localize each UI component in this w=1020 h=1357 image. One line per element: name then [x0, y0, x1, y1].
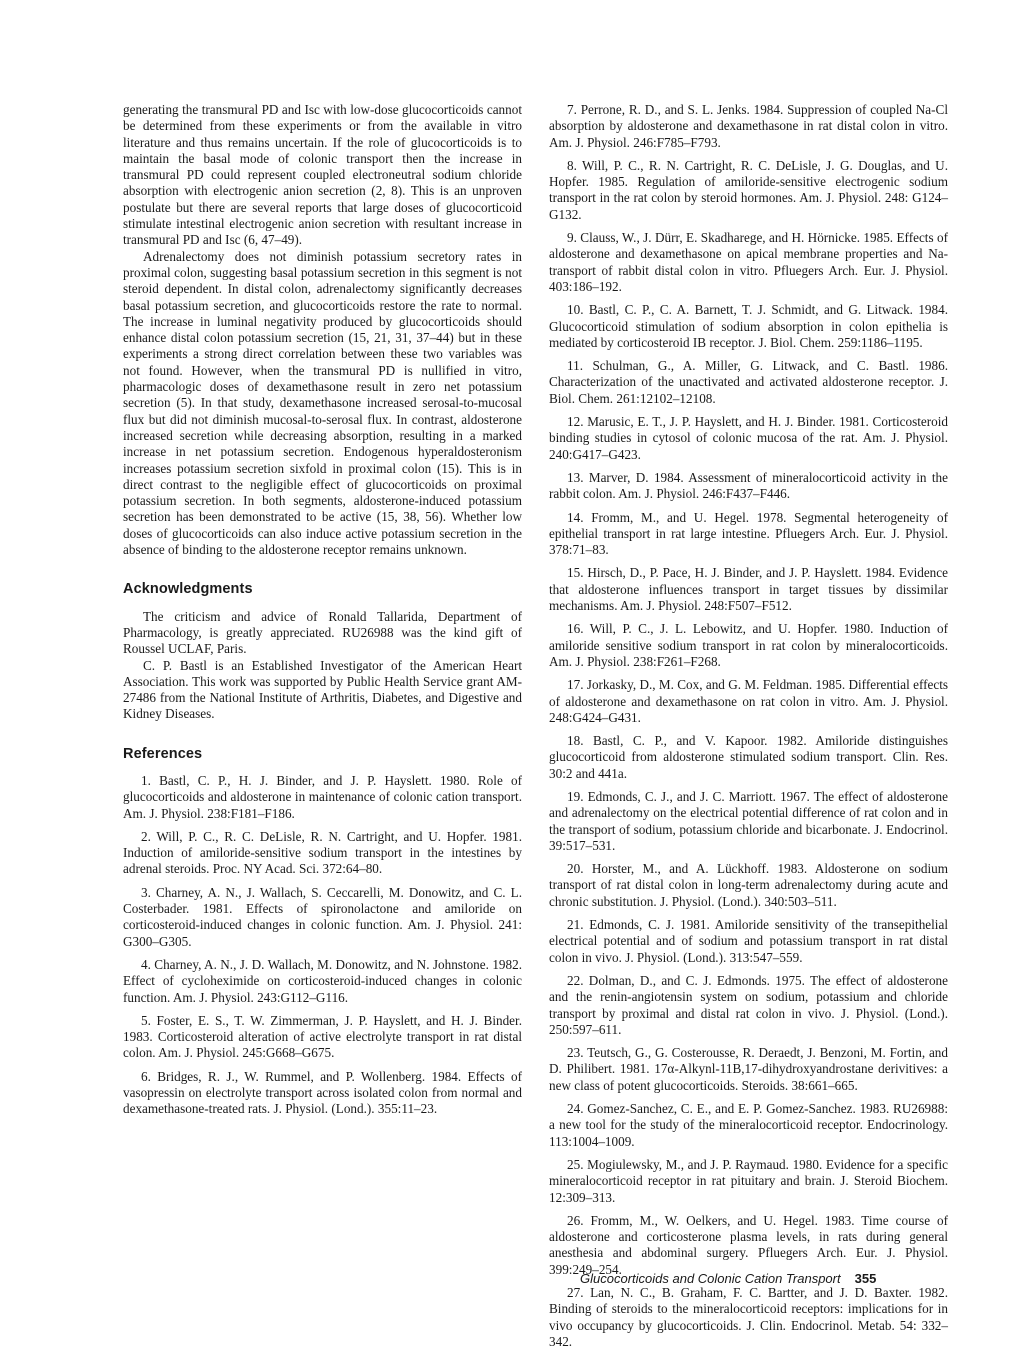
acknowledgment-paragraph: C. P. Bastl is an Established Investigator of the American Heart Association. This work was supported by Public Health Service grant AM-27486 from the National Institute of Arthritis, Diabetes, and Digestive and Kidney Diseases. [123, 657, 522, 722]
reference-item: 9. Clauss, W., J. Dürr, E. Skadharege, and H. Hörnicke. 1985. Effects of aldosterone and dexamethasone on apical membrane properties and Na-transport of rabbit distal colon in vitro. Pfluegers Arch. Eur. J. Physiol. 403:186–192. [549, 230, 948, 294]
body-paragraph: generating the transmural PD and Isc with low-dose glucocorticoids cannot be determined from these experiments or from the available in vitro literature and thus remains uncertain. If the role of glucocorticoids is to maintain the basal mode of colonic transport then the increase in transmural PD could represent coupled electroneutral sodium chloride absorption with electrogenic anion secretion (2, 8). This is an unproven postulate but there are several reports that large doses of glucocorticoid stimulate intestinal electrogenic anion secretion with resultant increase in transmural PD and Isc (6, 47–49). [123, 102, 522, 248]
reference-item: 21. Edmonds, C. J. 1981. Amiloride sensitivity of the transepithelial electrical potential and of sodium and potassium transport in rat distal colon in vivo. J. Physiol. (Lond.). 313:547–559. [549, 917, 948, 965]
acknowledgments-heading: Acknowledgments [123, 581, 253, 598]
right-column [549, 102, 948, 1357]
reference-item: 27. Lan, N. C., B. Graham, F. C. Bartter, and J. D. Baxter. 1982. Binding of steroids to the mineralocorticoid receptors: implications for in vivo occupancy by glucocorticoids. J. Clin. Endocrinol. Metab. 54: 332–342. [549, 1285, 948, 1349]
reference-item: 15. Hirsch, D., P. Pace, H. J. Binder, and J. P. Hayslett. 1984. Evidence that aldosterone influences transport in target tissues by dissimilar mechanisms. Am. J. Physiol. 248:F507–F512. [549, 565, 948, 614]
reference-item: 7. Perrone, R. D., and S. L. Jenks. 1984. Suppression of coupled Na-Cl absorption by aldosterone and dexamethasone in rat distal colon in vitro. Am. J. Physiol. 246:F785–F793. [549, 102, 948, 150]
reference-item: 22. Dolman, D., and C. J. Edmonds. 1975. The effect of aldosterone and the renin-angiotensin system on sodium, potassium and chloride transport by proximal and distal rat colon in vivo. J. Physiol. (Lond.). 250:597–611. [549, 972, 948, 1037]
reference-item: 5. Foster, E. S., T. W. Zimmerman, J. P. Hayslett, and H. J. Binder. 1983. Corticosteroid alteration of active electrolyte transport in rat distal colon. Am. J. Physiol. 245:G668–G675. [123, 1012, 522, 1061]
reference-item: 23. Teutsch, G., G. Costerousse, R. Deraedt, J. Benzoni, M. Fortin, and D. Philibert. 1981. 17α-Alkynl-11B,17-dihydroxyandrostane derivitives: a new class of potent glucocorticoids. Steroids. 38:661–665. [549, 1045, 948, 1093]
body-paragraph: Adrenalectomy does not diminish potassium secretory rates in proximal colon, suggesting basal potassium secretion in this segment is not steroid dependent. In distal colon, adrenalectomy significantly decreases basal potassium secretion, and glucocorticoids restore the rate to normal. The increase in luminal negativity produced by glucocorticoids should enhance distal colon potassium secretion (15, 21, 31, 37–44) but in these experiments a strong direct correlation between these two variables was not found. However, when the transmural PD is nullified in vitro, pharmacologic doses of dexamethasone result in zero net potassium secretion (5). In that study, dexamethasone increased serosal-to-mucosal flux but did not diminish mucosal-to-serosal flux. In contrast, aldosterone increased secretion while decreasing absorption, resulting in a marked increase in net potassium secretion. Endogenous hyperaldosteronism increases potassium secretion sixfold in proximal colon (15). This is in direct contrast to the negligible effect of glucocorticoids on proximal potassium secretion. In both segments, aldosterone-induced potassium secretion has been demonstrated to be active (15, 38, 56). Whether low doses of glucocorticoids can also induce active potassium secretion in the absence of binding to the aldosterone receptor remains unknown. [123, 248, 522, 558]
acknowledgment-paragraph: The criticism and advice of Ronald Tallarida, Department of Pharmacology, is greatly appreciated. RU26988 was the kind gift of Roussel UCLAF, Paris. [123, 608, 522, 657]
reference-item: 20. Horster, M., and A. Lückhoff. 1983. Aldosterone on sodium transport of rat distal colon in long-term adrenalectomy during acute and chronic substitution. J. Physiol. (Lond.). 340:503–511. [549, 861, 948, 909]
reference-item: 6. Bridges, R. J., W. Rummel, and P. Wollenberg. 1984. Effects of vasopressin on electrolyte transport across isolated colon from normal and dexamethasone-treated rats. J. Physiol. (Lond.). 355:11–23. [123, 1068, 522, 1117]
reference-item: 10. Bastl, C. P., C. A. Barnett, T. J. Schmidt, and G. Litwack. 1984. Glucocorticoid stimulation of sodium absorption in colon epithelia is mediated by corticosteroid IB receptor. J. Biol. Chem. 259:1186–1195. [549, 302, 948, 350]
page-footer [580, 1270, 990, 1288]
running-title: Glucocorticoids and Colonic Cation Transport [580, 1271, 841, 1286]
reference-item: 12. Marusic, E. T., J. P. Hayslett, and H. J. Binder. 1981. Corticosteroid binding studies in cytosol of colonic mucosa of the rat. Am. J. Physiol. 240:G417–G423. [549, 414, 948, 462]
reference-item: 13. Marver, D. 1984. Assessment of mineralocorticoid activity in the rabbit colon. Am. J. Physiol. 246:F437–F446. [549, 469, 948, 502]
reference-item: 25. Mogiulewsky, M., and J. P. Raymaud. 1980. Evidence for a specific mineralocorticoid receptor in rat pituitary and brain. J. Steroid Biochem. 12:309–313. [549, 1156, 948, 1205]
reference-item: 2. Will, P. C., R. C. DeLisle, R. N. Cartright, and U. Hopfer. 1981. Induction of amiloride-sensitive sodium transport in the intestines by adrenal steroids. Proc. NY Acad. Sci. 372:64–80. [123, 828, 522, 877]
reference-item: 24. Gomez-Sanchez, C. E., and E. P. Gomez-Sanchez. 1983. RU26988: a new tool for the study of the mineralocorticoid receptor. Endocrinology. 113:1004–1009. [549, 1101, 948, 1149]
reference-item: 3. Charney, A. N., J. Wallach, S. Ceccarelli, M. Donowitz, and C. L. Costerbader. 1981. Effects of spironolactone and amiloride on corticosteroid-induced changes in colonic function. Am. J. Physiol. 241: G300–G305. [123, 884, 522, 949]
reference-item: 8. Will, P. C., R. N. Cartright, R. C. DeLisle, J. G. Douglas, and U. Hopfer. 1985. Regulation of amiloride-sensitive electrogenic sodium transport in the rat colon by steroid hormones. Am. J. Physiol. 248: G124–G132. [549, 157, 948, 222]
left-column [123, 102, 522, 1125]
reference-item: 16. Will, P. C., J. L. Lebowitz, and U. Hopfer. 1980. Induction of amiloride sensitive sodium transport in rat colon by mineralocorticoids. Am. J. Physiol. 238:F261–F268. [549, 621, 948, 669]
reference-item: 1. Bastl, C. P., H. J. Binder, and J. P. Hayslett. 1980. Role of glucocorticoids and aldosterone in maintenance of colonic cation transport. Am. J. Physiol. 238:F181–F186. [123, 772, 522, 821]
reference-item: 19. Edmonds, C. J., and J. C. Marriott. 1967. The effect of aldosterone and adrenalectomy on the electrical potential difference of rat colon and in the transport of sodium, potassium chloride and bicarbonate. J. Endocrinol. 39:517–531. [549, 788, 948, 853]
reference-item: 18. Bastl, C. P., and V. Kapoor. 1982. Amiloride distinguishes glucocorticoid from aldosterone stimulated sodium transport. Clin. Res. 30:2 and 441a. [549, 733, 948, 781]
page-number: 355 [854, 1271, 877, 1286]
reference-item: 4. Charney, A. N., J. D. Wallach, M. Donowitz, and N. Johnstone. 1982. Effect of cycloheximide on corticosteroid-induced changes in colonic function. Am. J. Physiol. 243:G112–G116. [123, 956, 522, 1005]
reference-item: 14. Fromm, M., and U. Hegel. 1978. Segmental heterogeneity of epithelial transport in rat large intestine. Pfluegers Arch. Eur. J. Physiol. 378:71–83. [549, 509, 948, 558]
reference-item: 26. Fromm, M., W. Oelkers, and U. Hegel. 1983. Time course of aldosterone and corticosterone plasma levels, in rats during general anesthesia and abdominal surgery. Pfluegers Arch. Eur. J. Physiol. 399:249–254. [549, 1212, 948, 1277]
references-heading: References [123, 745, 203, 762]
reference-item: 11. Schulman, G., A. Miller, G. Litwack, and C. Bastl. 1986. Characterization of the unactivated and activated aldosterone receptor. J. Biol. Chem. 261:12102–12108. [549, 358, 948, 406]
reference-item: 17. Jorkasky, D., M. Cox, and G. M. Feldman. 1985. Differential effects of aldosterone and dexamethasone on rat colon in vitro. Am. J. Physiol. 248:G424–G431. [549, 677, 948, 725]
